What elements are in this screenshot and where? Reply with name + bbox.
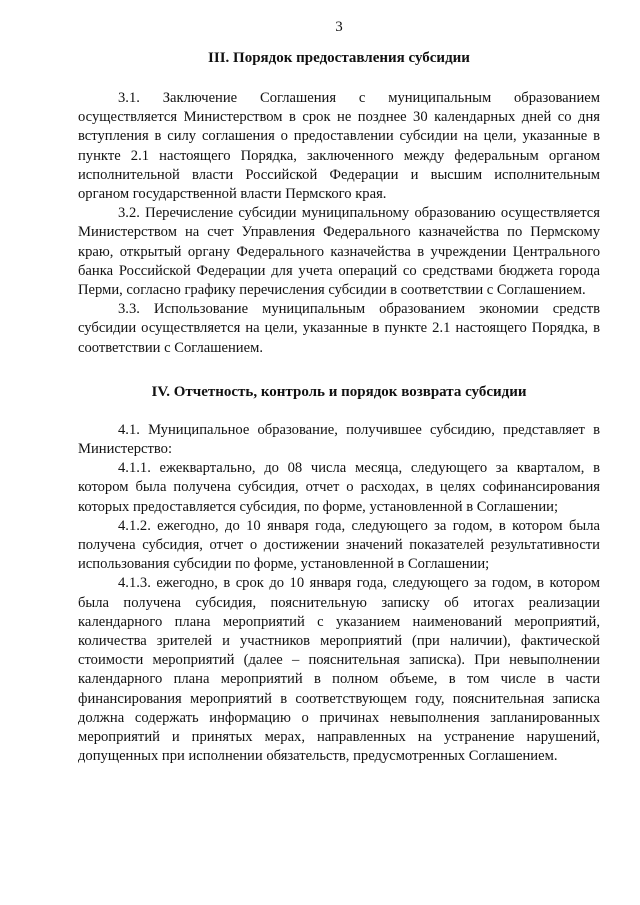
section-4 bbox=[78, 383, 600, 767]
section-3 bbox=[78, 49, 600, 358]
paragraph-4-1-1: 4.1.1. ежеквартально, до 08 числа месяца, следующего за кварталом, в котором была получена субсидия, отчет о расходах, в целях софинансирования которых предоставляется субсидия, по форме, установленной в Соглашении; bbox=[78, 460, 600, 515]
paragraph-4-1-2: 4.1.2. ежегодно, до 10 января года, следующего за годом, в котором была получена субсидия, отчет о достижении значений показателей результативности использования субсидии по форме, установленной в Соглашении; bbox=[78, 517, 600, 573]
page-number: 3 bbox=[335, 19, 343, 35]
paragraph-3-3: 3.3. Использование муниципальным образованием экономии средств субсидии осуществляется на цели, указанные в пункте 2.1 настоящего Порядка, в соответствии с Соглашением. bbox=[78, 301, 600, 356]
section-heading: III. Порядок предоставления субсидии bbox=[208, 50, 470, 66]
paragraph-3-1: 3.1. Заключение Соглашения с муниципальным образованием осуществляется Министерством в срок не позднее 30 календарных дней со дня вступления в силу соглашения о предоставлении субсидии на цели, указанные в пункте 2.1 настоящего Порядка, заключенного между федеральным органом исполнительной власти Российской Федерации и высшим исполнительным органом государственной власти Пермского края. bbox=[78, 90, 600, 203]
section-body bbox=[78, 89, 600, 358]
paragraph-3-2: 3.2. Перечисление субсидии муниципальному образованию осуществляется Министерством на счет Управления Федерального казначейства по Пермскому краю, открытый органу Федерального казначейства в учреждении Центрального банка Российской Федерации для учета операций со средствами бюджета города Перми, согласно графику перечисления субсидии в соответствии с Соглашением. bbox=[78, 205, 600, 299]
paragraph-4-1-3: 4.1.3. ежегодно, в срок до 10 января года, следующего за годом, в котором была получена субсидия, пояснительную записку об итогах реализации календарного плана мероприятий с указанием наименований мероприятий, количества зрителей и участников мероприятий (при наличии), фактической стоимости мероприятий (далее – пояснительная записка). При невыполнении календарного плана мероприятий в полном объеме, в том числе в части финансирования мероприятий в соответствующем году, пояснительная записка должна содержать информацию о причинах невыполнения запланированных мероприятий и принятых мерах, направленных на устранение нарушений, допущенных при исполнении обязательств, предусмотренных Соглашением. bbox=[78, 575, 600, 765]
paragraph-4-1: 4.1. Муниципальное образование, получившее субсидию, представляет в Министерство: bbox=[78, 421, 600, 458]
section-heading: IV. Отчетность, контроль и порядок возврата субсидии bbox=[151, 383, 527, 400]
document-page bbox=[78, 0, 600, 767]
section-body bbox=[78, 421, 600, 767]
